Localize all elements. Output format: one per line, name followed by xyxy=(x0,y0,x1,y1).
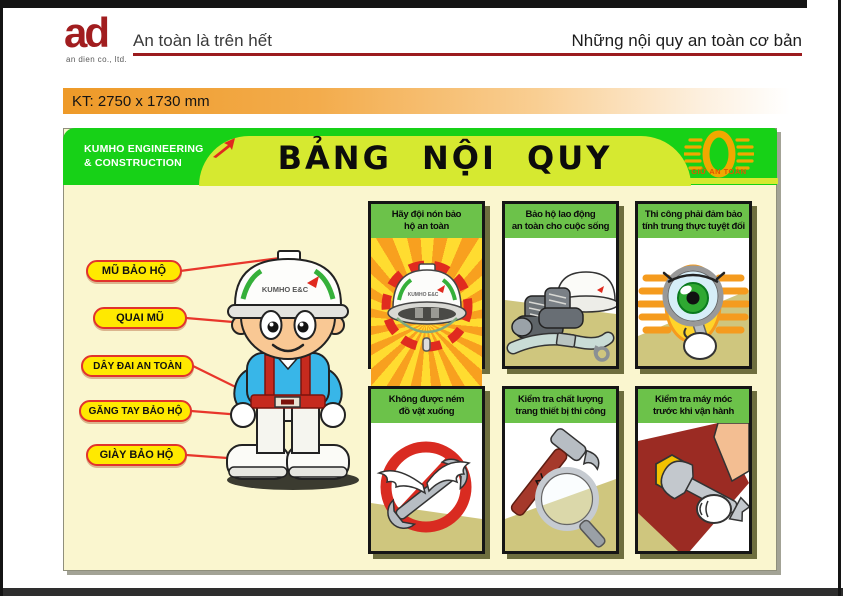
rule-2-line2: an toàn cho cuộc sống xyxy=(511,221,610,232)
letterhead-rule xyxy=(133,53,802,56)
rule-panel-1-title xyxy=(371,204,482,238)
company-logo-subtext: an dien co., ltd. xyxy=(66,55,128,64)
rule-5-line2: trang thiết bị thi công xyxy=(515,406,606,417)
safety-rules-board xyxy=(63,128,777,571)
rule-panel-6-title xyxy=(638,389,749,423)
rule-panel-4-title xyxy=(371,389,482,423)
rule-panel-3 xyxy=(635,201,752,369)
rule-panel-3-title xyxy=(638,204,749,238)
label-mu-bao-ho: MŨ BẢO HỘ xyxy=(86,260,182,282)
eye-magnifier-icon xyxy=(638,238,749,366)
rule-panel-1 xyxy=(368,201,485,369)
dimension-text: KT: 2750 x 1730 mm xyxy=(72,92,210,110)
rule-3-line1: Thi công phải đảm bảo xyxy=(644,208,743,220)
rule-2-line1: Bảo hộ lao động xyxy=(525,208,596,220)
rule-1-line2: hộ an toàn xyxy=(403,221,450,232)
rule-6-art xyxy=(638,423,749,551)
rule-2-art xyxy=(505,238,616,366)
rule-5-line1: Kiểm tra chất lượng xyxy=(517,393,603,405)
rule-5-art xyxy=(505,423,616,551)
mascot-helmet-text: KUMHO E&C xyxy=(261,285,309,294)
rule-6-line2: trước khi vận hành xyxy=(652,406,735,417)
rule-4-art xyxy=(371,423,482,551)
letterhead-subject: Những nội quy an toàn cơ bản xyxy=(571,31,802,50)
company-line2: & CONSTRUCTION xyxy=(84,156,182,169)
label-quai-mu: QUAI MŨ xyxy=(93,307,187,329)
right-frame-border xyxy=(838,0,841,596)
rule-panel-4 xyxy=(368,386,485,554)
rule-panel-5 xyxy=(502,386,619,554)
panel-helmet-text: KUMHO E&C xyxy=(407,292,439,298)
dimension-bar xyxy=(63,88,790,114)
company-logo: ad xyxy=(64,9,108,56)
rule-panel-6 xyxy=(635,386,752,554)
left-frame-border xyxy=(0,0,3,596)
label-giay-bao-ho: GIÀY BẢO HỘ xyxy=(86,444,187,466)
no-throwing-icon xyxy=(371,423,482,551)
label-gang-tay-bao-ho: GĂNG TAY BẢO HỘ xyxy=(79,400,192,422)
wrench-nut-icon xyxy=(638,423,749,551)
rule-6-line1: Kiểm tra máy móc xyxy=(654,393,733,405)
safety-mascot-illustration xyxy=(201,239,371,494)
rule-4-line1: Không được ném xyxy=(388,393,465,405)
rule-3-line2: tính trung thực tuyệt đối xyxy=(642,221,745,232)
hammer-inspection-icon xyxy=(505,423,616,551)
company-line1: KUMHO ENGINEERING xyxy=(84,143,204,155)
safety-helmet-icon xyxy=(371,238,482,366)
rule-panel-2-title xyxy=(505,204,616,238)
rule-3-art xyxy=(638,238,749,366)
rule-panel-5-title xyxy=(505,389,616,423)
label-day-dai-an-toan: DÂY ĐAI AN TOÀN xyxy=(81,355,194,377)
safety-badge-label: GIỮ AN TOÀN xyxy=(691,167,747,176)
top-frame-bar xyxy=(0,0,807,8)
rule-1-line1: Hãy đội nón bảo xyxy=(391,208,462,220)
rule-4-line2: đồ vật xuống xyxy=(398,406,455,417)
bottom-frame-bar xyxy=(0,588,843,596)
letterhead-slogan: An toàn là trên hết xyxy=(133,31,272,50)
rule-panel-2 xyxy=(502,201,619,369)
protective-equipment-icon xyxy=(505,238,616,366)
board-title: BẢNG NỘI QUY xyxy=(277,139,613,177)
rule-1-art xyxy=(371,238,482,400)
